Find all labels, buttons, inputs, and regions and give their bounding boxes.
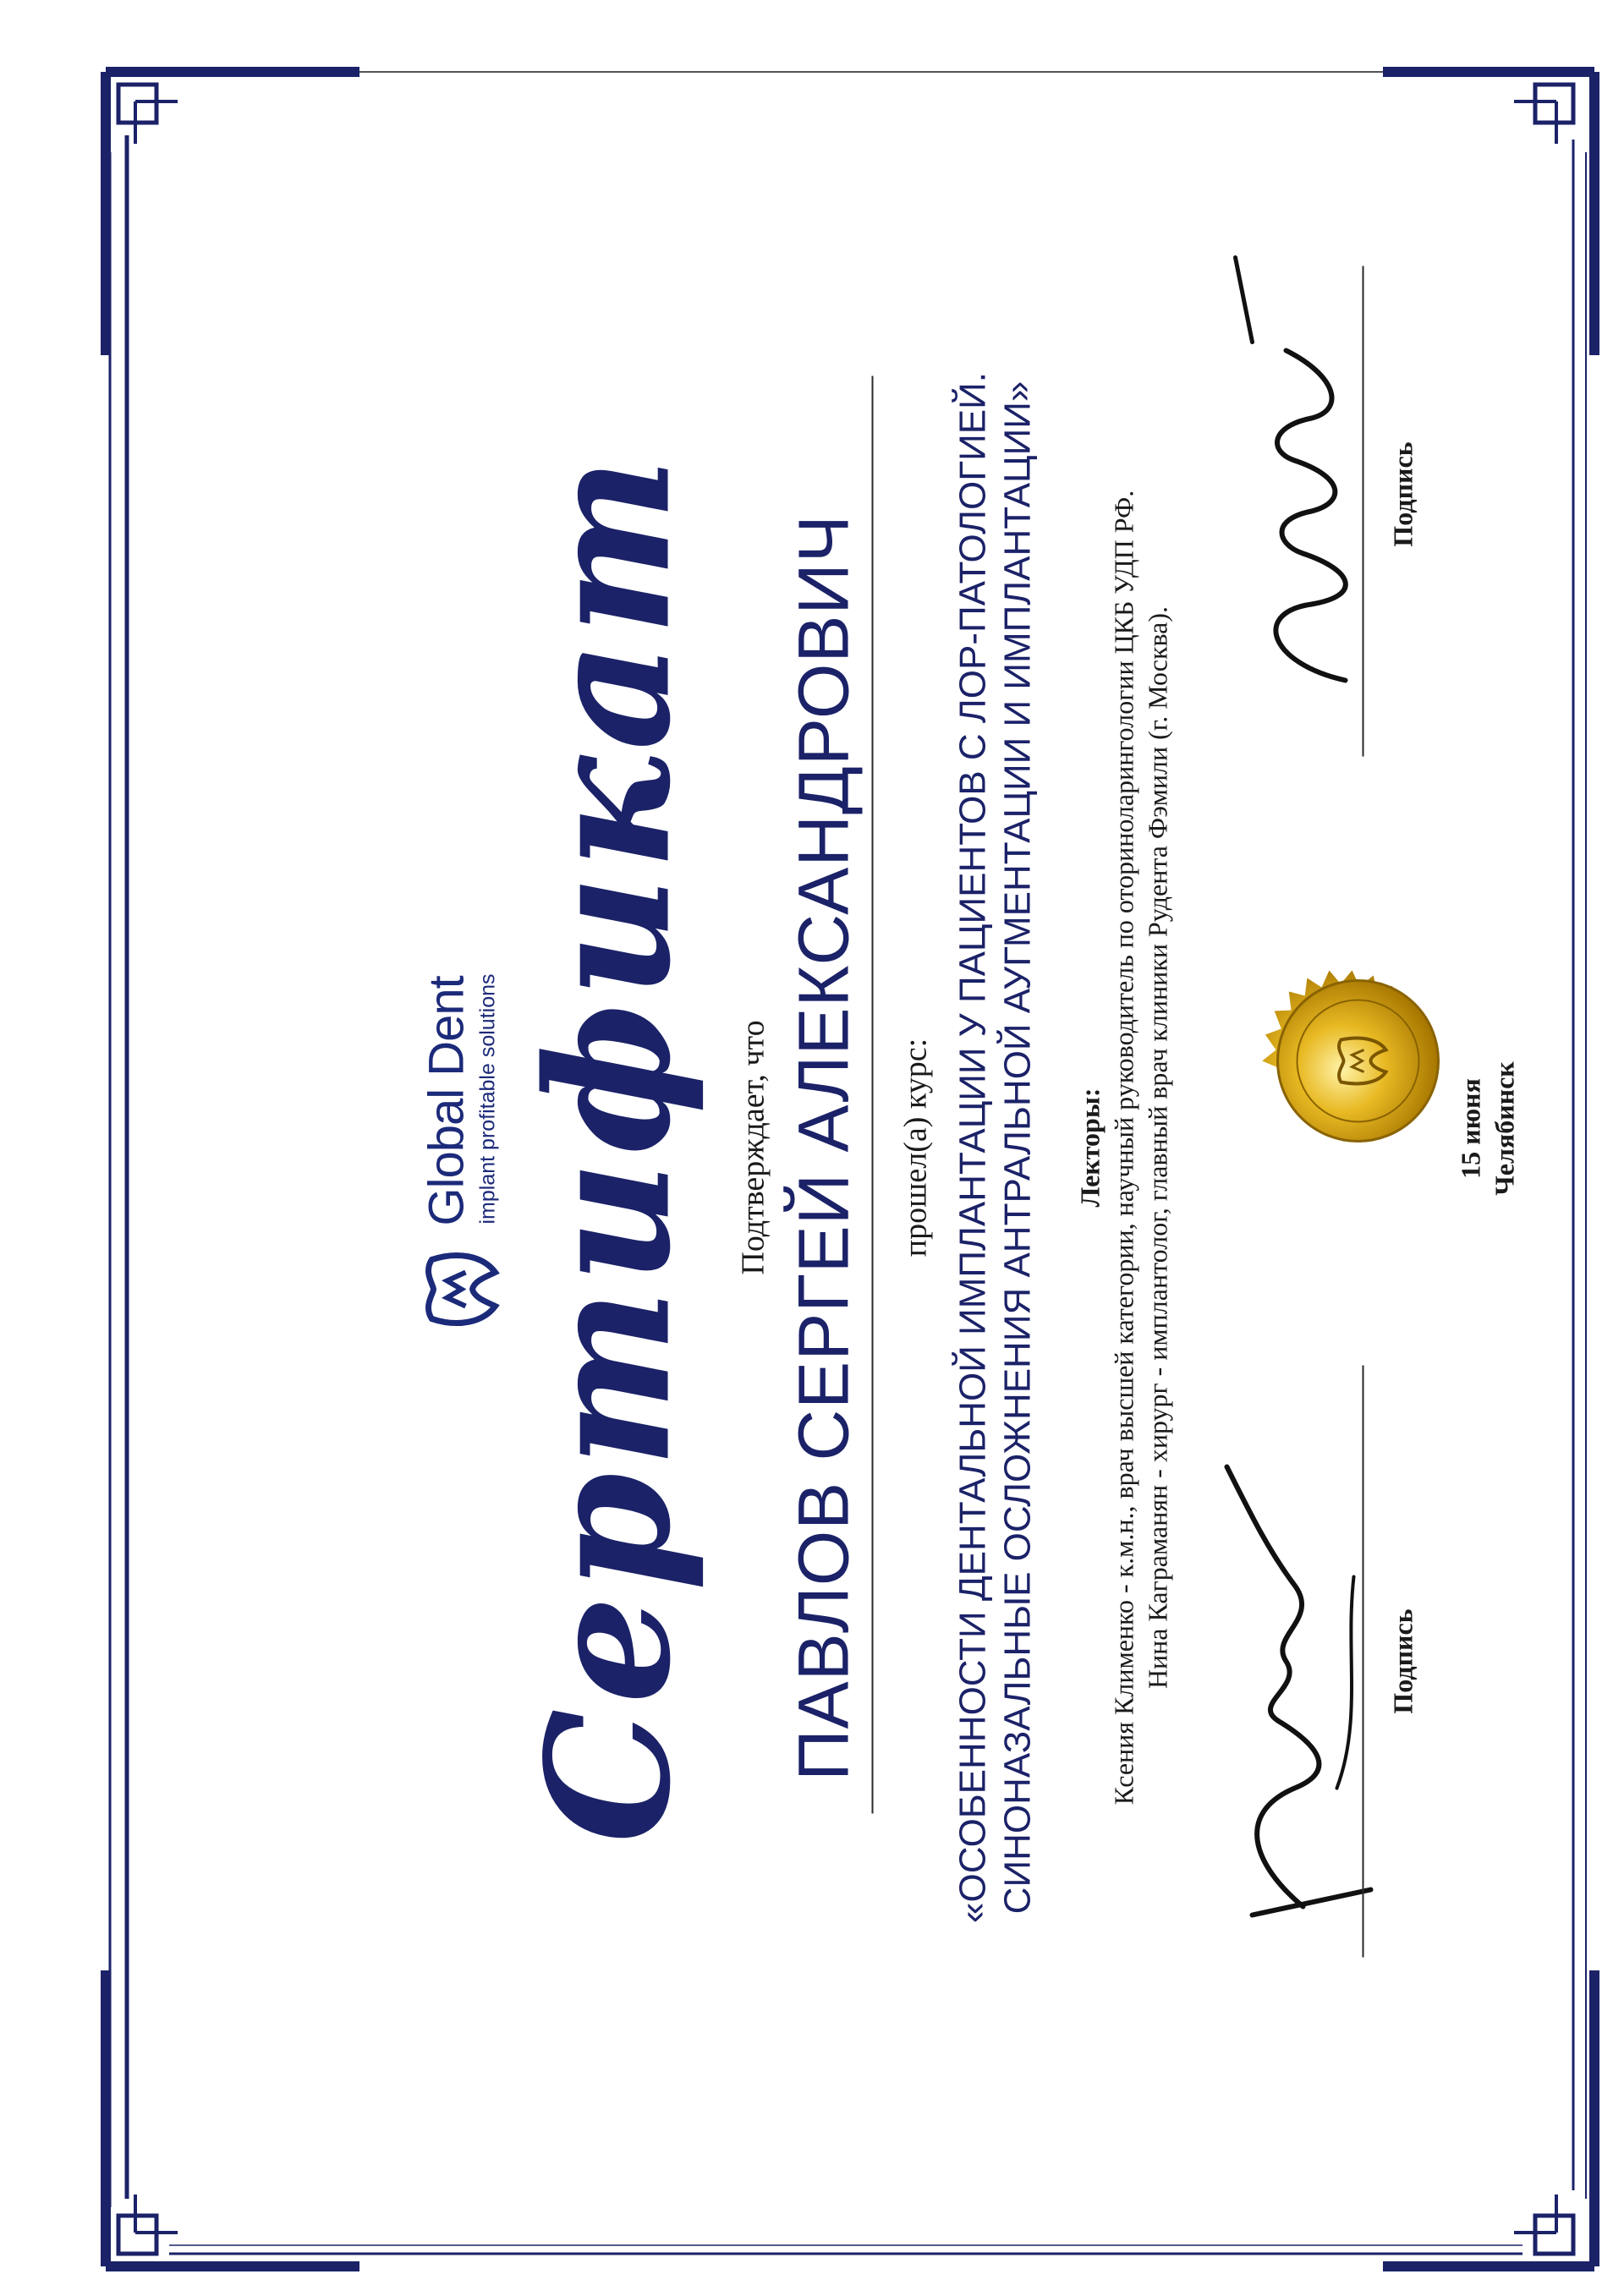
issue-date: 15 июня <box>1455 1078 1486 1179</box>
lecturers-heading: Лекторы: <box>1074 1088 1106 1208</box>
passed-course-text: прошел(а) курс: <box>897 1038 934 1258</box>
course-title-line-1: «ОСОБЕННОСТИ ДЕНТАЛЬНОЙ ИМПЛАНТАЦИИ У ПАЦИЕНТОВ С ЛОР-ПАТОЛОГИЕЙ. <box>952 372 994 1923</box>
brand-logo <box>415 896 508 1336</box>
certificate-title: Сертификат <box>509 452 709 1844</box>
recipient-name: ПАВЛОВ СЕРГЕЙ АЛЕКСАНДРОВИЧ <box>783 514 864 1781</box>
recipient-underline <box>872 376 874 1814</box>
tooth-logo-icon <box>415 1243 508 1336</box>
logo-name: Global Dent <box>419 976 475 1226</box>
lecturer-line: Нина Каграманян - хирург - имплантолог, главный врач клиники Рудента Фэмили (г. Москва). <box>1142 606 1173 1690</box>
signature-line-left <box>1363 1366 1364 1958</box>
certificate-content <box>1 0 1624 2296</box>
signature-left <box>1202 1349 1388 1941</box>
signature-label-right: Подпись <box>1387 441 1418 547</box>
lecturer-line: Ксения Клименко - к.м.н., врач высшей категории, научный руководитель по оториноларингологии ЦКБ УДП РФ. <box>1108 490 1139 1806</box>
logo-tagline: implant profitable solutions <box>475 973 500 1225</box>
course-title-line-2: СИНОНАЗАЛЬНЫЕ ОСЛОЖНЕНИЯ АНТРАЛЬНОЙ АУГМЕНТАЦИИ И ИМПЛАНТАЦИИ» <box>996 381 1039 1915</box>
confirms-text: Подтверждает, что <box>735 1020 771 1275</box>
gold-seal <box>1236 939 1481 1184</box>
signature-line-right <box>1363 266 1364 757</box>
issue-city: Челябинск <box>1489 1061 1520 1196</box>
signature-label-left: Подпись <box>1387 1608 1418 1714</box>
